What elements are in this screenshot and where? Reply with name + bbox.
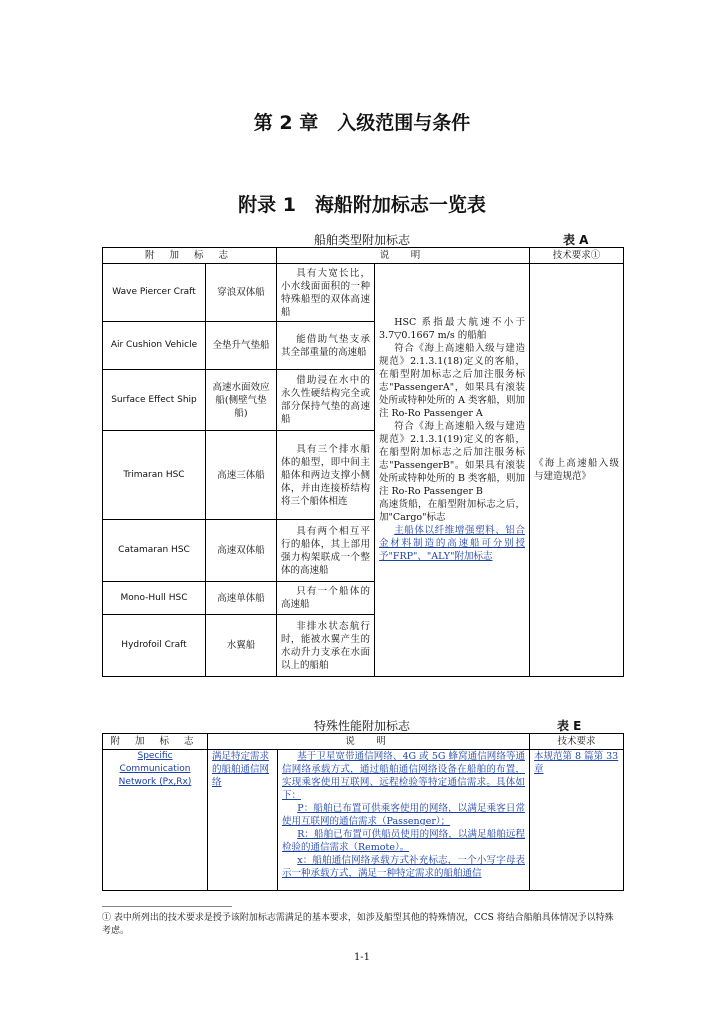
notation-en: Hydrofoil Craft (103, 615, 206, 677)
notation-desc: 具有两个相互平行的船体，其上部用强力构架联成一个整体的高速船 (277, 520, 375, 582)
scn-notation-zh-link[interactable]: 满足特定需求的船舶通信网络 (208, 750, 278, 891)
notation-desc: 具有三个排水船体的船型，即中间主船体和两边支撑小侧体，并由连接桥结构将三个船体相连 (277, 431, 375, 520)
table-a-header-description: 说 明 (277, 248, 530, 264)
table-a-header-notation: 附 加 标 志 (103, 248, 277, 264)
table-row (103, 750, 624, 891)
table-e-label: 表 E (557, 719, 582, 733)
scn-desc-p4: x：船舶通信网络承载方式补充标志，一个小写字母表示一种承载方式，满足一种特定需求的船舶通信 (282, 855, 526, 879)
notation-desc: 非排水状态航行时，能被水翼产生的水动升力支承在水面以上的船舶 (277, 615, 375, 677)
notation-en: Air Cushion Vehicle (103, 322, 206, 370)
notation-zh: 水翼船 (206, 615, 277, 677)
notation-desc: 具有大宽长比，小水线面面积的一种特殊船型的双体高速船 (277, 264, 375, 322)
common-note-p3: 符合《海上高速船入级与建造规范》2.1.3.1(19)定义的客船，在船型附加标志之后加注服务标志"PassengerB"。如果具有滚装处所或特种处所的 B 类客船，则加注 Ro-Ro Passenger B (379, 421, 526, 497)
table-a-common-note (375, 264, 530, 677)
chapter-title: 第 2 章 入级范围与条件 (253, 112, 471, 134)
footnote-divider (102, 906, 232, 907)
common-note-p4: 高速货船，在船型附加标志之后，加"Cargo"标志 (379, 499, 526, 523)
notation-desc: 能借助气垫支承其全部重量的高速船 (277, 322, 375, 370)
notation-zh: 高速水面效应船(侧壁气垫船) (206, 370, 277, 431)
table-a-caption: 船舶类型附加标志 (313, 233, 410, 247)
scn-desc-p1: 基于卫星宽带通信网络、4G 或 5G 蜂窝通信网络等通信网络承载方式，通过船舶通信网络设备在船舶的布置，实现乘客使用互联网、远程检验等特定通信需求。具体如下： (282, 751, 526, 801)
table-e (102, 733, 624, 891)
notation-en: Wave Piercer Craft (103, 264, 206, 322)
table-row (103, 264, 624, 322)
notation-en: Trimaran HSC (103, 431, 206, 520)
notation-en: Catamaran HSC (103, 520, 206, 582)
notation-zh: 全垫升气垫船 (206, 322, 277, 370)
notation-desc: 借助浸在水中的永久性硬结构完全或部分保持气垫的高速船 (277, 370, 375, 431)
scn-description[interactable] (278, 750, 530, 891)
appendix-title: 附录 1 海船附加标志一览表 (238, 194, 486, 216)
table-a-header-requirement: 技术要求① (530, 248, 624, 264)
common-note-p2: 符合《海上高速船入级与建造规范》2.1.3.1(18)定义的客船，在船型附加标志之后加注服务标志"PassengerA"，如果具有滚装处所或特种处所的 A 类客船，则加注 Ro-Ro Passenger A (379, 343, 526, 419)
table-a-label: 表 A (563, 233, 589, 247)
table-e-caption-row (102, 717, 622, 733)
table-e-caption: 特殊性能附加标志 (313, 719, 410, 733)
notation-en: Mono-Hull HSC (103, 582, 206, 615)
scn-notation-en-link[interactable]: Specific Communication Network (Px,Rx) (103, 750, 208, 891)
scn-desc-p2: P：船舶已布置可供乘客使用的网络，以满足乘客日常使用互联网的通信需求（Passenger）； (282, 803, 526, 827)
notation-en: Surface Effect Ship (103, 370, 206, 431)
table-e-header-notation: 附 加 标 志 (103, 734, 208, 750)
notation-zh: 高速单体船 (206, 582, 277, 615)
notation-zh: 穿浪双体船 (206, 264, 277, 322)
scn-requirement-link[interactable]: 本规范第 8 篇第 33 章 (530, 750, 624, 891)
notation-desc: 只有一个船体的高速船 (277, 582, 375, 615)
common-note-p1: HSC 系指最大航速不小于 3.7▽0.1667 m/s 的船舶 (379, 317, 526, 341)
page-number: 1-1 (353, 952, 371, 963)
common-note-p5-link[interactable]: 主船体以纤维增强塑料、铝合金材料制造的高速船可分别授予"FRP"、"ALY"附加标志 (379, 525, 526, 562)
notation-zh: 高速三体船 (206, 431, 277, 520)
table-a (102, 247, 624, 677)
table-a-requirement: 《海上高速船入级与建造规范》 (530, 264, 624, 677)
table-a-caption-row (102, 231, 622, 247)
table-e-header-description: 说 明 (208, 734, 530, 750)
footnote: ① 表中所列出的技术要求是授予该附加标志需满足的基本要求，如涉及船型其他的特殊情况，CCS 将结合船舶具体情况予以特殊考虑。 (102, 913, 614, 936)
table-e-header-requirement: 技术要求 (530, 734, 624, 750)
scn-desc-p3: R：船舶已布置可供船员使用的网络，以满足船舶远程检验的通信需求（Remote）。 (282, 829, 526, 853)
notation-zh: 高速双体船 (206, 520, 277, 582)
